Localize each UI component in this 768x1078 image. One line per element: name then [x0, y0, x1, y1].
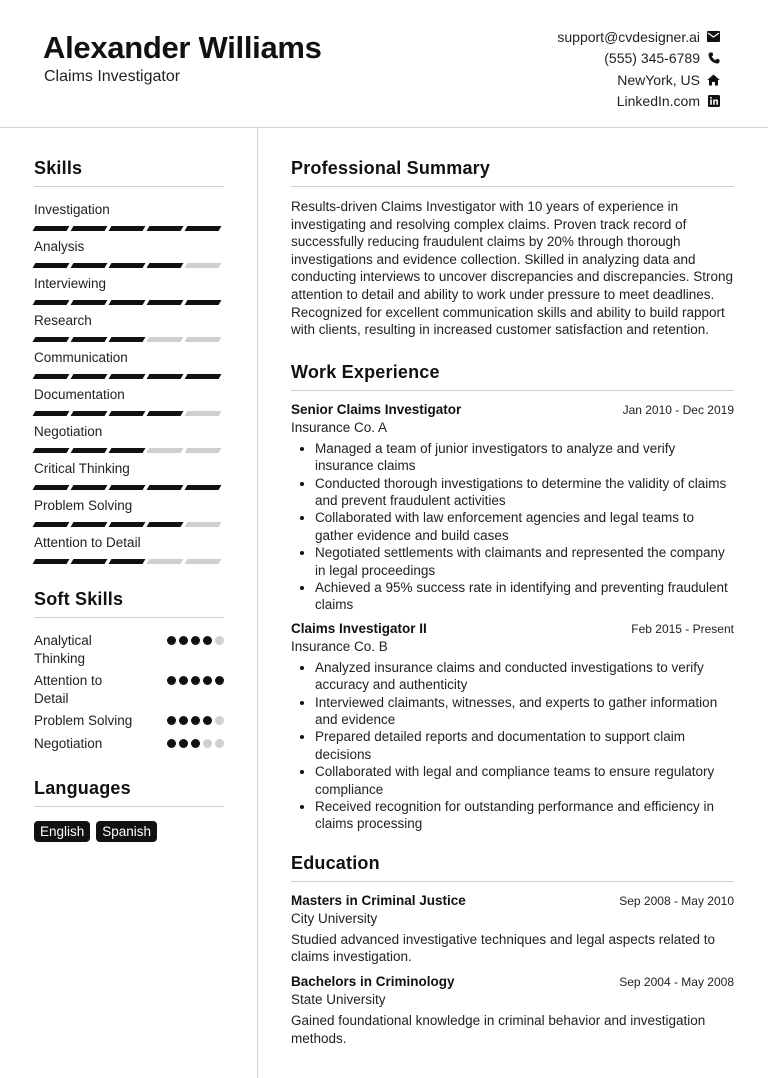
- skill-item: [34, 534, 224, 565]
- skill-level-segment: [109, 559, 146, 564]
- skill-level-bar: [34, 485, 224, 491]
- rating-dot: [203, 739, 212, 748]
- left-column: [34, 158, 224, 842]
- skill-level-segment: [109, 337, 146, 342]
- skill-level-segment: [71, 559, 108, 564]
- rating-dot: [191, 716, 200, 725]
- education-degree: Bachelors in Criminology: [291, 974, 455, 990]
- skill-level-segment: [109, 226, 146, 231]
- skill-level-segment: [33, 337, 70, 342]
- skill-level-segment: [109, 522, 146, 527]
- language-badge: Spanish: [96, 821, 157, 842]
- skill-level-segment: [33, 263, 70, 268]
- contact-email[interactable]: [557, 26, 720, 48]
- contact-phone-text[interactable]: (555) 345-6789: [604, 50, 700, 67]
- skill-level-segment: [185, 300, 222, 305]
- skill-level-segment: [147, 448, 184, 453]
- soft-skill-name: Attention to Detail: [34, 673, 103, 706]
- education-entry: [291, 974, 734, 1047]
- education-header: [291, 893, 734, 908]
- job-company: Insurance Co. A: [291, 419, 388, 435]
- job-bullet: Interviewed claimants, witnesses, and experts to gather information and evidence: [291, 694, 734, 729]
- skill-level-segment: [109, 374, 146, 379]
- job-bullets: [291, 659, 734, 833]
- contact-location-text: NewYork, US: [617, 71, 700, 88]
- skill-item: [34, 201, 224, 232]
- rating-dot: [215, 636, 224, 645]
- skill-item: [34, 349, 224, 380]
- job-bullet: Analyzed insurance claims and conducted investigations to verify accuracy and authenticity: [291, 659, 734, 694]
- skill-level-bar: [34, 374, 224, 380]
- skill-level-bar: [34, 411, 224, 417]
- soft-skills-list: [34, 632, 224, 752]
- skill-level-segment: [71, 374, 108, 379]
- skill-level-segment: [71, 263, 108, 268]
- skill-level-segment: [185, 485, 222, 490]
- skill-level-segment: [109, 485, 146, 490]
- skill-level-segment: [71, 485, 108, 490]
- rating-dot: [191, 636, 200, 645]
- skill-level-segment: [33, 226, 70, 231]
- job-bullet: Collaborated with law enforcement agencies and legal teams to gather evidence and build cases: [291, 509, 734, 544]
- candidate-title: Claims Investigator: [44, 68, 181, 85]
- skill-level-segment: [109, 448, 146, 453]
- skill-level-segment: [185, 559, 222, 564]
- skill-item: [34, 275, 224, 306]
- job-bullet: Negotiated settlements with claimants and represented the company in legal proceedings: [291, 544, 734, 579]
- skill-level-segment: [71, 300, 108, 305]
- skill-name: Investigation: [34, 202, 110, 217]
- skill-level-segment: [33, 411, 70, 416]
- rating-dot: [167, 676, 176, 685]
- education-description: Studied advanced investigative techniques and legal aspects related to claims investigation.: [291, 931, 716, 965]
- skill-item: [34, 460, 224, 491]
- job-bullet: Collaborated with legal and compliance teams to ensure regulatory compliance: [291, 763, 734, 798]
- skill-name: Communication: [34, 350, 128, 365]
- skill-level-segment: [185, 226, 222, 231]
- soft-skill-rating: [167, 735, 224, 748]
- skill-level-segment: [109, 411, 146, 416]
- job-entry: [291, 621, 734, 833]
- rating-dot: [203, 716, 212, 725]
- skill-item: [34, 423, 224, 454]
- skill-name: Interviewing: [34, 276, 107, 291]
- rating-dot: [167, 739, 176, 748]
- job-role: Claims Investigator II: [291, 620, 427, 636]
- rating-dot: [167, 716, 176, 725]
- contact-phone[interactable]: [557, 48, 720, 70]
- skill-name: Critical Thinking: [34, 461, 130, 476]
- job-header: [291, 621, 734, 636]
- soft-skill-name: Analytical Thinking: [34, 633, 92, 666]
- education-dates: Sep 2008 - May 2010: [619, 893, 734, 908]
- language-badge: English: [34, 821, 90, 842]
- skill-level-segment: [185, 522, 222, 527]
- education-description: Gained foundational knowledge in criminal behavior and investigation methods.: [291, 1013, 706, 1046]
- skill-level-segment: [71, 411, 108, 416]
- skill-item: [34, 312, 224, 343]
- skill-level-segment: [147, 300, 184, 305]
- phone-icon: [707, 52, 720, 65]
- languages-list: [34, 821, 224, 842]
- soft-skill-rating: [167, 632, 224, 645]
- skill-level-segment: [71, 522, 108, 527]
- skill-level-segment: [71, 448, 108, 453]
- experience-heading: Work Experience: [291, 362, 734, 391]
- skill-item: [34, 238, 224, 269]
- resume-header: [0, 0, 768, 128]
- skill-level-segment: [33, 522, 70, 527]
- skill-name: Attention to Detail: [34, 535, 141, 550]
- job-bullet: Received recognition for outstanding performance and efficiency in claims processing: [291, 798, 734, 833]
- rating-dot: [215, 676, 224, 685]
- education-school: City University: [291, 910, 378, 926]
- education-heading: Education: [291, 853, 734, 882]
- skill-level-segment: [33, 448, 70, 453]
- skill-level-segment: [147, 411, 184, 416]
- rating-dot: [179, 636, 188, 645]
- contact-location: [557, 69, 720, 91]
- right-column: [291, 158, 734, 1047]
- skill-item: [34, 386, 224, 417]
- job-header: [291, 402, 734, 417]
- rating-dot: [203, 636, 212, 645]
- rating-dot: [203, 676, 212, 685]
- rating-dot: [191, 739, 200, 748]
- skill-level-segment: [147, 485, 184, 490]
- skill-level-segment: [71, 226, 108, 231]
- skill-level-segment: [147, 559, 184, 564]
- envelope-icon: [707, 30, 720, 43]
- summary-text: Results-driven Claims Investigator with 10 years of experience in investigating and resolving complex claims. Proven track record of successfully reducing fraudulent claims by 20% through thorough investigations and evidence collection. Skilled in analyzing data and conducting interviews to uncover discrepancies and discrepancies. Strong attention to detail and ability to work under pressure to meet deadlines. Recognized for excellent communication skills and ability to build rapport with clients, resulting in increased customer satisfaction and retention.: [291, 199, 733, 338]
- skill-level-segment: [147, 226, 184, 231]
- skill-name: Negotiation: [34, 424, 103, 439]
- skill-level-segment: [147, 522, 184, 527]
- skill-level-segment: [109, 300, 146, 305]
- education-dates: Sep 2004 - May 2008: [619, 975, 734, 990]
- skill-level-segment: [33, 374, 70, 379]
- education-degree: Masters in Criminal Justice: [291, 892, 466, 908]
- skill-level-bar: [34, 337, 224, 343]
- candidate-name: Alexander Williams: [43, 30, 322, 65]
- home-icon: [707, 73, 720, 86]
- soft-skill-name: Problem Solving: [34, 713, 133, 728]
- skill-level-bar: [34, 522, 224, 528]
- rating-dot: [215, 739, 224, 748]
- skill-level-segment: [33, 485, 70, 490]
- rating-dot: [191, 676, 200, 685]
- contact-linkedin-text[interactable]: LinkedIn.com: [616, 93, 700, 110]
- column-divider: [257, 128, 258, 1078]
- soft-skill-name: Negotiation: [34, 735, 103, 751]
- job-role: Senior Claims Investigator: [291, 401, 462, 417]
- skill-level-segment: [185, 411, 222, 416]
- soft-skill-item: [34, 735, 224, 753]
- rating-dot: [215, 716, 224, 725]
- education-entry: [291, 893, 734, 966]
- skill-level-segment: [71, 337, 108, 342]
- skill-level-segment: [33, 559, 70, 564]
- skill-item: [34, 497, 224, 528]
- soft-skill-item: [34, 672, 224, 707]
- skill-name: Documentation: [34, 387, 125, 402]
- skill-level-segment: [185, 374, 222, 379]
- job-dates: Jan 2010 - Dec 2019: [622, 402, 734, 417]
- skill-level-segment: [147, 263, 184, 268]
- contact-email-text[interactable]: support@cvdesigner.ai: [557, 28, 700, 45]
- education-school: State University: [291, 992, 386, 1008]
- rating-dot: [167, 636, 176, 645]
- skill-level-segment: [185, 448, 222, 453]
- soft-skill-rating: [167, 672, 224, 685]
- soft-skill-item: [34, 712, 224, 730]
- skill-level-bar: [34, 448, 224, 454]
- job-company: Insurance Co. B: [291, 638, 388, 654]
- soft-skill-item: [34, 632, 224, 667]
- skills-heading: Skills: [34, 158, 224, 187]
- skill-name: Analysis: [34, 239, 85, 254]
- skill-level-segment: [33, 300, 70, 305]
- job-entry: [291, 402, 734, 614]
- linkedin-icon: [707, 95, 720, 108]
- job-dates: Feb 2015 - Present: [631, 621, 734, 636]
- soft-skills-heading: Soft Skills: [34, 589, 224, 618]
- rating-dot: [179, 676, 188, 685]
- contact-linkedin[interactable]: [557, 91, 720, 113]
- languages-heading: Languages: [34, 778, 224, 807]
- soft-skill-rating: [167, 712, 224, 725]
- skill-level-bar: [34, 300, 224, 306]
- job-bullets: [291, 440, 734, 614]
- skill-name: Research: [34, 313, 92, 328]
- contact-list: [557, 26, 720, 112]
- job-bullet: Prepared detailed reports and documentation to support claim decisions: [291, 728, 734, 763]
- skill-level-segment: [147, 337, 184, 342]
- education-list: [291, 893, 734, 1047]
- skill-level-segment: [185, 337, 222, 342]
- skill-level-bar: [34, 226, 224, 232]
- summary-heading: Professional Summary: [291, 158, 734, 187]
- skill-name: Problem Solving: [34, 498, 133, 513]
- skill-level-bar: [34, 263, 224, 269]
- job-bullet: Achieved a 95% success rate in identifying and preventing fraudulent claims: [291, 579, 734, 614]
- rating-dot: [179, 716, 188, 725]
- job-bullet: Managed a team of junior investigators to analyze and verify insurance claims: [291, 440, 734, 475]
- skill-level-segment: [147, 374, 184, 379]
- skill-level-bar: [34, 559, 224, 565]
- skill-level-segment: [185, 263, 222, 268]
- job-bullet: Conducted thorough investigations to determine the validity of claims and prevent fraudulent activities: [291, 475, 734, 510]
- skill-level-segment: [109, 263, 146, 268]
- experience-list: [291, 402, 734, 833]
- skills-list: [34, 201, 224, 565]
- education-header: [291, 974, 734, 989]
- rating-dot: [179, 739, 188, 748]
